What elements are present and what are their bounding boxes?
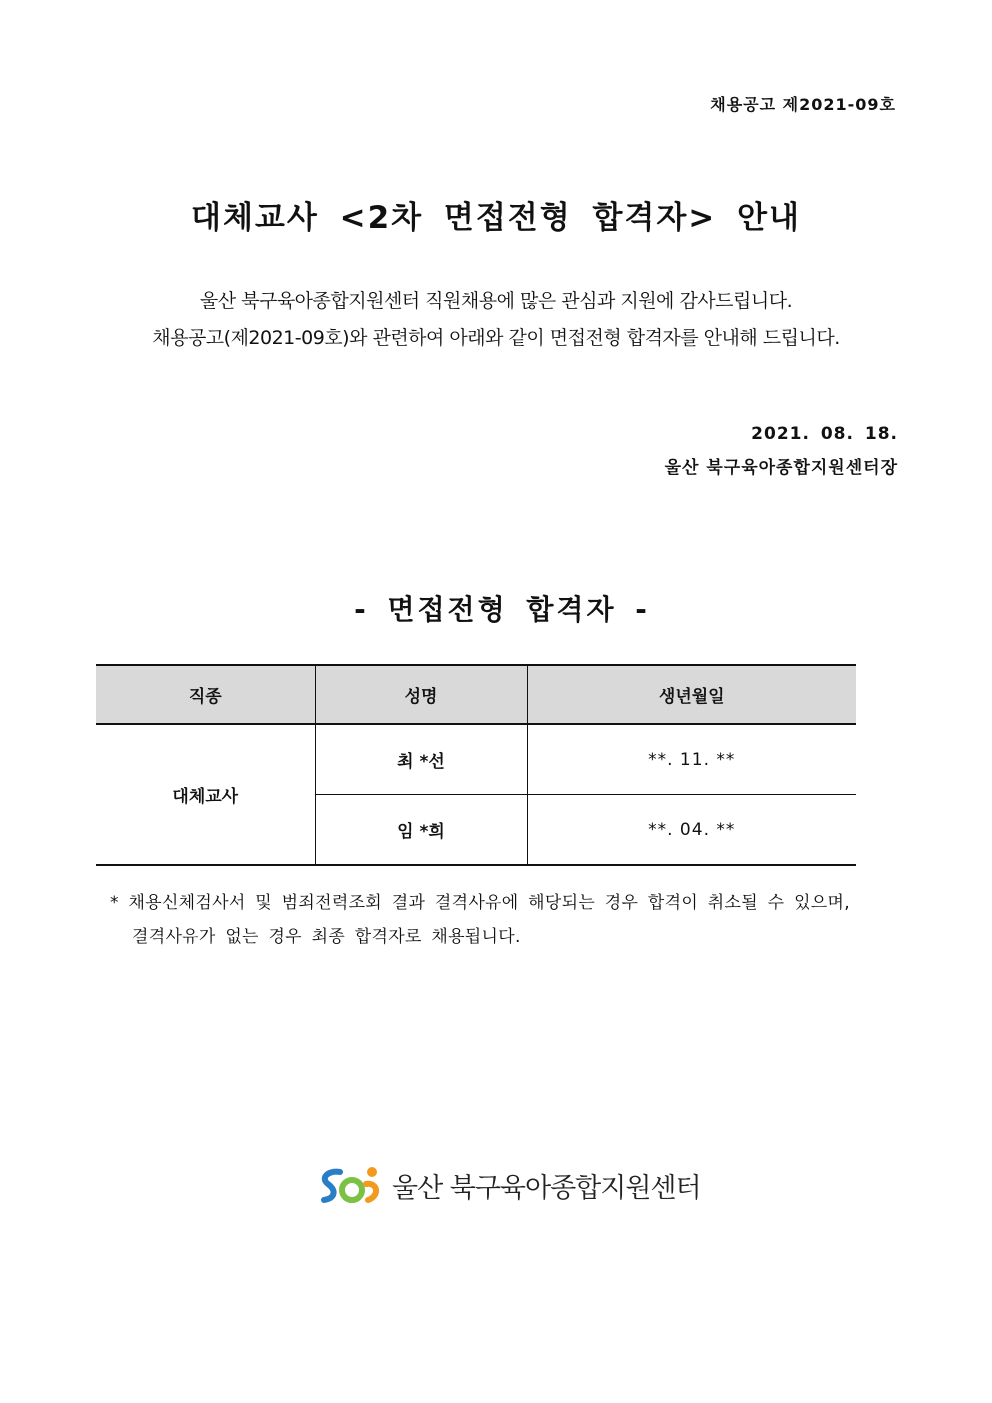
birth-cell: **. 04. ** — [527, 795, 856, 866]
footer-org-name: 울산 북구육아종합지원센터 — [392, 1172, 701, 1204]
results-table — [96, 664, 856, 866]
name-cell: 임 *희 — [315, 795, 527, 866]
footer-logo — [318, 1162, 701, 1208]
table-row — [96, 724, 856, 795]
note-line-2: 결격사유가 없는 경우 최종 합격자로 채용됩니다. — [132, 927, 521, 947]
name-cell: 최 *선 — [315, 724, 527, 795]
issuer-name: 울산 북구육아종합지원센터장 — [664, 458, 898, 478]
header-birth: 생년월일 — [527, 665, 856, 724]
center-logo-icon — [318, 1162, 384, 1208]
disclaimer-note — [110, 886, 850, 954]
table-header-row — [96, 665, 856, 724]
birth-cell: **. 11. ** — [527, 724, 856, 795]
header-job: 직종 — [96, 665, 315, 724]
notice-number: 채용공고 제2021-09호 — [710, 95, 896, 114]
issue-date: 2021. 08. 18. — [751, 424, 898, 444]
intro-line-2: 채용공고(제2021-09호)와 관련하여 아래와 같이 면접전형 합격자를 안내해 드립니다. — [152, 327, 840, 349]
page-title: 대체교사 <2차 면접전형 합격자> 안내 — [191, 200, 801, 236]
intro-line-1: 울산 북구육아종합지원센터 직원채용에 많은 관심과 지원에 감사드립니다. — [199, 290, 793, 312]
note-line-1: * 채용신체검사서 및 범죄전력조회 결과 결격사유에 해당되는 경우 합격이 취소될 수 있으며, — [110, 893, 850, 913]
section-title: - 면접전형 합격자 - — [354, 593, 650, 626]
job-cell: 대체교사 — [96, 724, 315, 865]
header-name: 성명 — [315, 665, 527, 724]
